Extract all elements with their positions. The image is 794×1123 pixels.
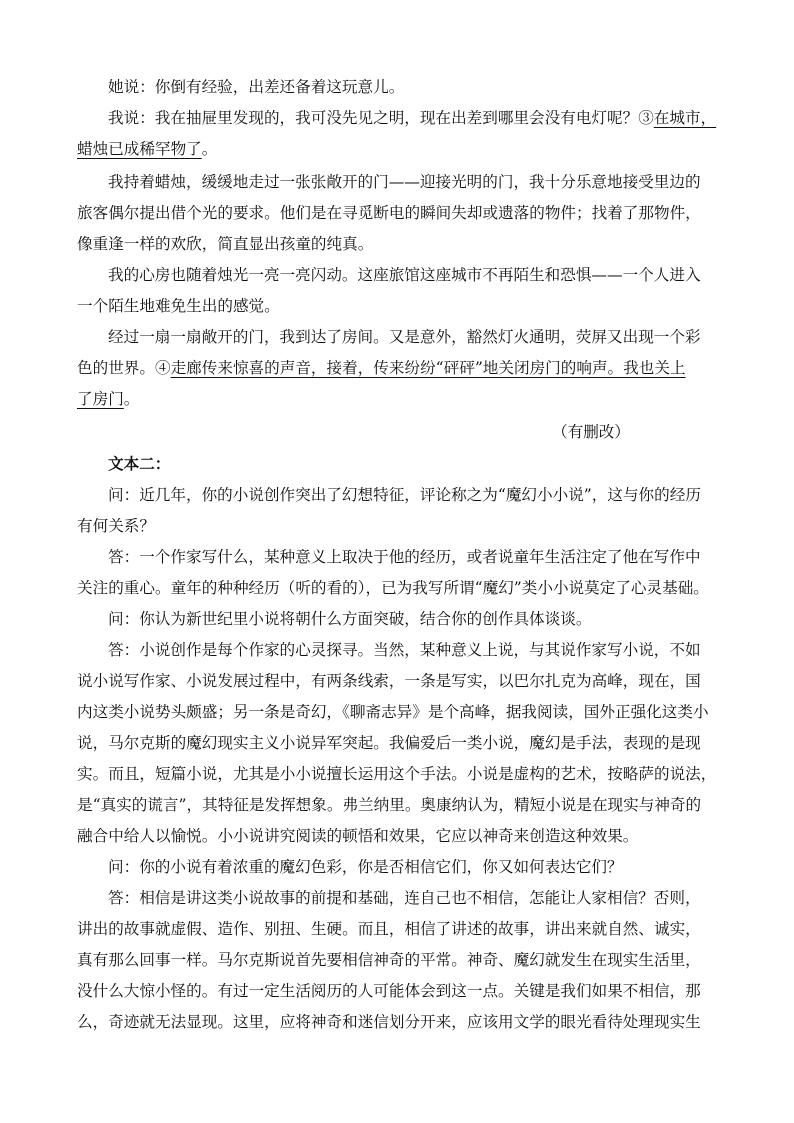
underlined-sentence-3-cont: 蜡烛已成稀罕物了 (77, 140, 202, 158)
paragraph-text: 没什么大惊小怪的。有过一定生活阅历的人可能体会到这一点。关键是我们如果不相信，那 (77, 982, 701, 1000)
paragraph-text: 有何关系？ (77, 517, 155, 535)
answer-line (77, 822, 727, 850)
paragraph-text: 融合中给人以愉悦。小小说讲究阅读的顿悟和效果，它应以神奇来创造这种效果。 (77, 827, 639, 845)
paragraph-text: 色的世界。④ (77, 359, 171, 377)
underlined-sentence-4-cont: 了房门 (77, 390, 124, 408)
question-line (77, 605, 727, 633)
paragraph-text: 我的心房也随着烛光一亮一亮闪动。这座旅馆这座城市不再陌生和恐惧——一个人进入 (108, 266, 701, 284)
paragraph-text: 我说：我在抽屉里发现的，我可没先见之明，现在出差到哪里会没有电灯呢？③ (108, 109, 654, 127)
question-line (77, 481, 727, 509)
paragraph-text: 内这类小说势头颇盛；另一条是奇幻，《聊斋志异》是个高峰，据我阅读，国外正强化这类小 (77, 703, 709, 721)
paragraph-line (77, 104, 727, 132)
paragraph-text: 旅客偶尔提出借个光的要求。他们是在寻觅断电的瞬间失却或遗落的物件；找着了那物件， (77, 204, 701, 222)
paragraph-line (77, 135, 727, 163)
underlined-sentence-3: 在城市， (653, 109, 717, 127)
paragraph-text: 说，马尔克斯的魔幻现实主义小说异军突起。我偏爱后一类小说，魔幻是手法，表现的是现 (77, 734, 701, 752)
paragraph-text: 讲出的故事就虚假、造作、别扭、生硬。而且，相信了讲述的故事，讲出来就自然、诚实， (77, 920, 701, 938)
underlined-sentence-4: 走廊传来惊喜的声音，接着，传来纷纷“砰砰”地关闭房门的响声。我也关上 (170, 359, 686, 377)
paragraph-text: 像重逢一样的欢欣，简直显出孩童的纯真。 (77, 235, 374, 253)
paragraph-text: 答：一个作家写什么，某种意义上取决于他的经历，或者说童年生活注定了他在写作中 (108, 548, 701, 566)
paragraph-text: 关注的重心。童年的种种经历（听的看的），已为我写所谓“魔幻”类小小说莫定了心灵基础。 (77, 579, 709, 597)
paragraph-text: 真有那么回事一样。马尔克斯说首先要相信神奇的平常。神奇、魔幻就发生在现实生活里， (77, 951, 701, 969)
paragraph-text: 么，奇迹就无法显现。这里，应将神奇和迷信划分开来，应该用文学的眼光看待处理现实生 (77, 1013, 701, 1031)
answer-line (77, 667, 727, 695)
paragraph-line (77, 168, 727, 196)
answer-line (77, 977, 727, 1005)
paragraph-line (77, 323, 727, 351)
paragraph-text: 经过一扇一扇敞开的门，我到达了房间。又是意外，豁然灯火通明，荧屏又出现一个彩 (108, 328, 701, 346)
answer-line (77, 915, 727, 943)
paragraph-text: 答：相信是讲这类小说故事的前提和基础，连自己也不相信，怎能让人家相信？否则， (108, 889, 701, 907)
answer-line (77, 636, 727, 664)
paragraph-line (77, 230, 727, 258)
answer-line (77, 791, 727, 819)
paragraph-text: 问：你的小说有着浓重的魔幻色彩，你是否相信它们，你又如何表达它们？ (108, 858, 623, 876)
answer-line (77, 698, 727, 726)
paragraph-text: 我持着蜡烛，缓缓地走过一张张敞开的门——迎接光明的门，我十分乐意地接受里边的 (108, 173, 701, 191)
answer-line (77, 543, 727, 571)
answer-line (77, 884, 727, 912)
question-line (77, 853, 727, 881)
paragraph-text: 她说：你倒有经验，出差还备着这玩意儿。 (108, 78, 405, 96)
paragraph-text: 实。而且，短篇小说，尤其是小小说擅长运用这个手法。小说是虚构的艺术，按略萨的说法， (77, 765, 717, 783)
paragraph-text: 一个陌生地难免生出的感觉。 (77, 297, 280, 315)
paragraph-line (77, 73, 727, 101)
answer-line (77, 946, 727, 974)
answer-line (77, 574, 727, 602)
paragraph-line (77, 261, 727, 289)
answer-line (77, 729, 727, 757)
section-heading: 文本二： (108, 454, 171, 473)
paragraph-text: 答：小说创作是每个作家的心灵探寻。当然，某种意义上说，与其说作家写小说，不如 (108, 641, 701, 659)
answer-line (77, 760, 727, 788)
paragraph-line (77, 292, 727, 320)
paragraph-text: 问：近几年，你的小说创作突出了幻想特征，评论称之为“魔幻小小说”，这与你的经历 (108, 486, 701, 504)
paragraph-line (77, 385, 727, 413)
paragraph-line (77, 354, 727, 382)
paragraph-text: 是“真实的谎言”，其特征是发挥想象。弗兰纳里。奥康纳认为，精短小说是在现实与神奇的 (77, 796, 702, 814)
paragraph-line (77, 199, 727, 227)
paragraph-text: 。 (123, 390, 140, 408)
answer-line (77, 1008, 727, 1036)
question-line (77, 512, 727, 540)
paragraph-text: 。 (201, 140, 218, 158)
abridged-note: （有删改） (552, 423, 630, 441)
paragraph-text: 说小说写作家、小说发展过程中，有两条线索，一条是写实，以巴尔扎克为高峰，现在，国 (77, 672, 701, 690)
paragraph-text: 问：你认为新世纪里小说将朝什么方面突破，结合你的创作具体谈谈。 (108, 610, 592, 628)
